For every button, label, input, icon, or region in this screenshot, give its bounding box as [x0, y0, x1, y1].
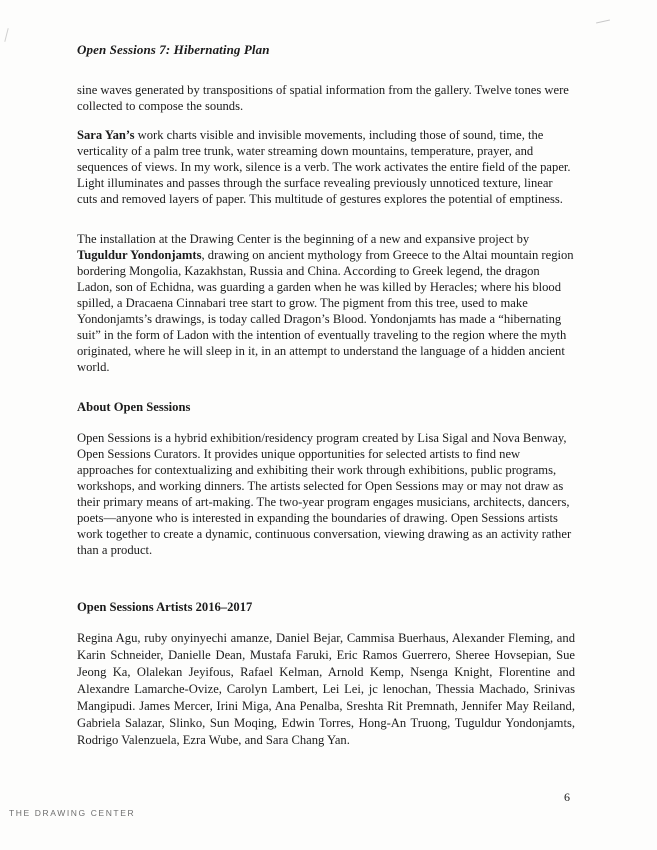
page-number: 6: [564, 790, 570, 804]
paragraph-text: , drawing on ancient mythology from Greece to the Altai mountain region bordering Mongolia, Kazakhstan, Russia and China. According to Greek legend, the dragon Ladon, son of Echidna, was guarding a garden when he was killed by Heracles; where his blood spilled, a Dracaena Cinnabari tree start to grow. The pigment from this tree, used to make Yondonjamts’s drawings, is today called Dragon’s Blood. Yondonjamts has made a “hibernating suit” in the form of Ladon with the intention of eventually traveling to the region where the myth originated, where he will sleep in it, in an attempt to understand the language of a hidden ancient world.: [77, 248, 574, 374]
paragraph-text: The installation at the Drawing Center is the beginning of a new and expansive project by: [77, 232, 530, 246]
paragraph-text: work charts visible and invisible movements, including those of sound, time, the verticality of a palm tree trunk, water streaming down mountains, temperature, prayer, and sequences of views. In my work, silence is a verb. The work activates the entire field of the paper. Light illuminates and passes through the surface revealing previously unnoticed texture, linear cuts and removed layers of paper. This multitude of gestures explores the potential of emptiness.: [77, 128, 571, 206]
paragraph-tuguldur-yondonjamts: [77, 231, 575, 375]
artist-name-sara-yan: Sara Yan’s: [77, 128, 135, 142]
scan-mark: [4, 28, 8, 42]
about-paragraph: Open Sessions is a hybrid exhibition/residency program created by Lisa Sigal and Nova Benway, Open Sessions Curators. It provides unique opportunities for selected artists to find new approaches for contextualizing and exhibiting their work through exhibitions, public programs, workshops, and working dinners. The artists selected for Open Sessions may or may not draw as their primary means of art-making. The two-year program engages musicians, architects, dancers, poets—anyone who is interested in expanding the boundaries of drawing. Open Sessions artists work together to create a dynamic, continuous conversation, viewing drawing as an activity rather than a product.: [77, 431, 572, 557]
paragraph-sara-yan: [77, 127, 575, 207]
artists-list: Regina Agu, ruby onyinyechi amanze, Daniel Bejar, Cammisa Buerhaus, Alexander Fleming, and Karin Schneider, Danielle Dean, Mustafa Faruki, Eric Ramos Guerrero, Sheree Hovsepian, Sue Jeong Ka, Olalekan Jeyifous, Rafael Kelman, Arnold Kemp, Nsenga Knight, Florentine and Alexandre Lamarche-Ovize, Carolyn Lambert, Lei Lei, jc lenochan, Thessia Machado, Srinivas Mangipudi. James Mercer, Irini Miga, Ana Penalba, Sreshta Rit Premnath, Jennifer May Reiland, Gabriela Salazar, Slinko, Sun Moqing, Edwin Torres, Hong-An Truong, Tuguldur Yondonjamts, Rodrigo Valenzuela, Ezra Wube, and Sara Chang Yan.: [77, 631, 575, 747]
scan-mark: [596, 20, 610, 24]
about-heading: About Open Sessions: [77, 400, 191, 414]
running-header: Open Sessions 7: Hibernating Plan: [77, 42, 270, 57]
drawing-center-logo: THE DRAWING CENTER: [9, 808, 136, 818]
artist-name-tuguldur-yondonjamts: Tuguldur Yondonjamts: [77, 248, 202, 262]
artists-heading: Open Sessions Artists 2016–2017: [77, 600, 253, 614]
paragraph-sound-continuation: sine waves generated by transpositions of spatial information from the gallery. Twelve tones were collected to compose the sounds.: [77, 83, 569, 113]
